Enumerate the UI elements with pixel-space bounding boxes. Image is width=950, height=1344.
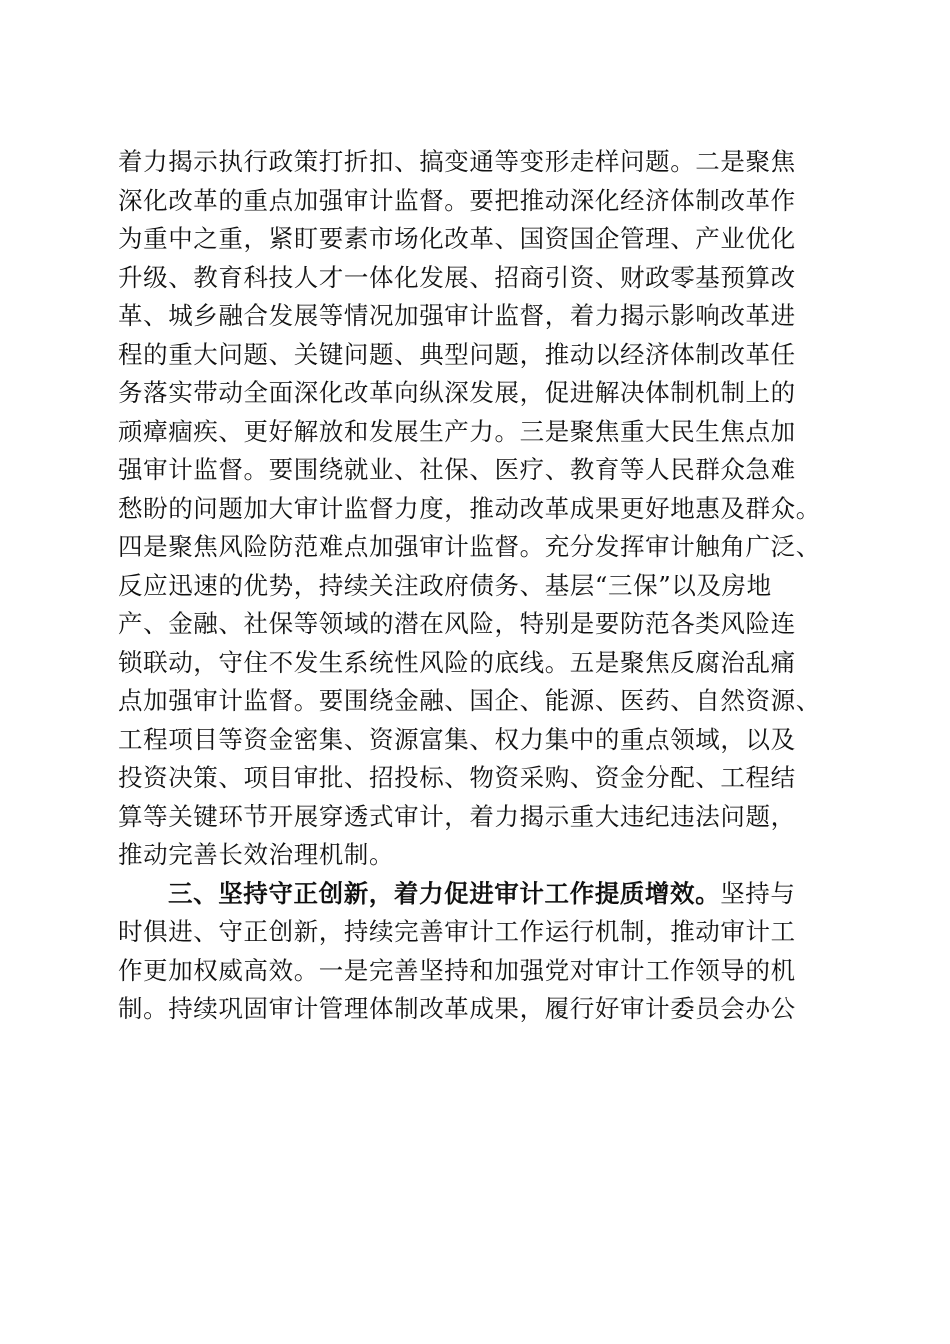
text-line: 深化改革的重点加强审计监督。要把推动深化经济体制改革作 [118, 185, 796, 215]
text-line: 作更加权威高效。一是完善坚持和加强党对审计工作领导的机 [118, 955, 796, 985]
text-line: 为重中之重，紧盯要素市场化改革、国资国企管理、产业优化 [118, 224, 796, 253]
text-line: 程的重大问题、关键问题、典型问题，推动以经济体制改革任 [118, 339, 796, 369]
text-line: 工程项目等资金密集、资源富集、权力集中的重点领域，以及 [118, 724, 796, 754]
text-line: 锁联动，守住不发生系统性风险的底线。五是聚焦反腐治乱痛 [118, 647, 796, 677]
text-line: 强审计监督。要围绕就业、社保、医疗、教育等人民群众急难 [118, 455, 796, 484]
body-text [118, 143, 848, 1029]
text-line: 制。持续巩固审计管理体制改革成果，履行好审计委员会办公 [118, 994, 796, 1023]
section-heading-continuation: 坚持与 [720, 878, 796, 908]
text-line: 升级、教育科技人才一体化发展、招商引资、财政零基预算改 [118, 262, 796, 292]
text-line: 革、城乡融合发展等情况加强审计监督，着力揭示影响改革进 [118, 301, 796, 330]
text-line: 顽瘴痼疾、更好解放和发展生产力。三是聚焦重大民生焦点加 [118, 416, 796, 446]
text-line: 产、金融、社保等领域的潜在风险，特别是要防范各类风险连 [118, 609, 796, 638]
text-line: 四是聚焦风险防范难点加强审计监督。充分发挥审计触角广泛、 [118, 532, 821, 561]
section-heading-line [118, 875, 848, 914]
text-line: 算等关键环节开展穿透式审计，着力揭示重大违纪违法问题， [118, 801, 796, 831]
text-line: 反应迅速的优势，持续关注政府债务、基层“三保”以及房地 [118, 570, 772, 600]
text-line: 务落实带动全面深化改革向纵深发展，促进解决体制机制上的 [118, 378, 796, 407]
text-line: 投资决策、项目审批、招投标、物资采购、资金分配、工程结 [118, 763, 796, 792]
text-line: 点加强审计监督。要围绕金融、国企、能源、医药、自然资源、 [118, 686, 821, 715]
section-heading: 三、坚持守正创新，着力促进审计工作提质增效。 [168, 878, 721, 908]
text-line: 愁盼的问题加大审计监督力度，推动改革成果更好地惠及群众。 [118, 493, 821, 523]
text-line: 时俱进、守正创新，持续完善审计工作运行机制，推动审计工 [118, 917, 796, 946]
text-line: 着力揭示执行政策打折扣、搞变通等变形走样问题。二是聚焦 [118, 147, 796, 176]
text-line: 推动完善长效治理机制。 [118, 840, 395, 869]
